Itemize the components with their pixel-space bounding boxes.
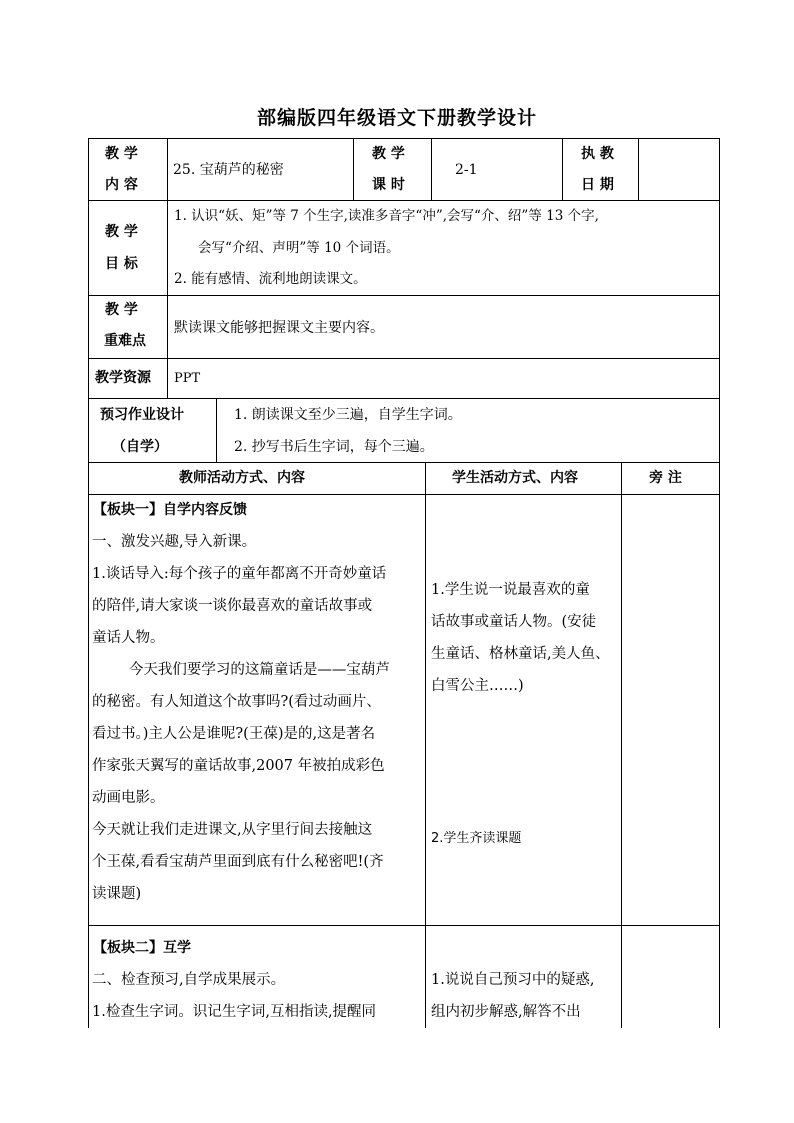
block1-line: 一、激发兴趣,导入新课。 bbox=[92, 534, 257, 550]
goals-label-line2: 目 标 bbox=[105, 256, 138, 272]
block1-line: 的陪伴,请大家谈一谈你最喜欢的童话故事或 bbox=[92, 598, 373, 614]
goal-item-1: 1. 认识“妖、矩”等 7 个生字,读准多音字“冲”,会写“介、绍”等 13 个字, bbox=[174, 208, 599, 224]
date-label-line2: 日 期 bbox=[581, 177, 614, 193]
period-label: 教 学 bbox=[372, 146, 405, 162]
key-points-label-line2: 重难点 bbox=[104, 333, 146, 349]
preview-label-line2: （自学） bbox=[112, 439, 168, 455]
goal-item-2: 2. 能有感情、流利地朗读课文。 bbox=[174, 271, 367, 287]
preview-item-2: 2. 抄写书后生字词，每个三遍。 bbox=[234, 439, 434, 455]
goal-item-1-continued: 会写“介绍、声明”等 10 个词语。 bbox=[198, 240, 400, 256]
block1-heading: 【板块一】自学内容反馈 bbox=[93, 502, 247, 518]
block1-line: 读课题) bbox=[92, 886, 142, 902]
student-column-header: 学生活动方式、内容 bbox=[452, 470, 578, 486]
preview-item-1: 1. 朗读课文至少三遍，自学生字词。 bbox=[234, 407, 462, 423]
block1-student-line: 1.学生说一说最喜欢的童 bbox=[431, 582, 590, 598]
block1-line: 今天就让我们走进课文,从字里行间去接触这 bbox=[92, 822, 373, 838]
resources-value: PPT bbox=[174, 371, 201, 386]
block2-line: 二、检查预习,自学成果展示。 bbox=[92, 972, 286, 988]
resources-label: 教学资源 bbox=[95, 370, 151, 386]
block1-student-item2: 2.学生齐读课题 bbox=[431, 831, 522, 846]
block1-line: 看过书。)主人公是谁呢?(王葆)是的,这是著名 bbox=[92, 726, 376, 742]
teacher-column-header: 教师活动方式、内容 bbox=[179, 470, 305, 486]
lesson-content-value: 25. 宝葫芦的秘密 bbox=[173, 162, 284, 178]
block1-student-line: 白雪公主……) bbox=[431, 678, 524, 694]
block1-line: 个王葆,看看宝葫芦里面到底有什么秘密吧!(齐 bbox=[92, 854, 384, 870]
block1-line: 1.谈话导入:每个孩子的童年都离不开奇妙童话 bbox=[92, 566, 387, 582]
block1-line: 动画电影。 bbox=[92, 790, 165, 806]
block2-heading: 【板块二】互学 bbox=[93, 940, 191, 956]
date-label: 执 教 bbox=[581, 146, 614, 162]
content-label: 教 学 bbox=[105, 146, 138, 162]
block1-line: 今天我们要学习的这篇童话是——宝葫芦 bbox=[92, 662, 390, 678]
block2-student-line: 组内初步解惑,解答不出 bbox=[431, 1004, 581, 1020]
key-points-label: 教 学 bbox=[105, 302, 138, 318]
goals-label: 教 学 bbox=[105, 224, 138, 240]
block1-line: 童话人物。 bbox=[92, 630, 165, 646]
block2-line: 1.检查生字词。识记生字词,互相指读,提醒同 bbox=[92, 1004, 377, 1020]
block1-student-line: 生童话、格林童话,美人鱼、 bbox=[431, 646, 610, 662]
period-label-line2: 课 时 bbox=[372, 177, 405, 193]
notes-column-header: 旁 注 bbox=[649, 470, 682, 486]
content-label-line2: 内 容 bbox=[105, 177, 138, 193]
document-title: 部编版四年级语文下册教学设计 bbox=[256, 107, 537, 129]
block1-line: 的秘密。有人知道这个故事吗?(看过动画片、 bbox=[92, 694, 381, 710]
block2-student-line: 1.说说自己预习中的疑惑, bbox=[431, 972, 595, 988]
period-value: 2-1 bbox=[455, 162, 478, 178]
preview-label: 预习作业设计 bbox=[100, 407, 184, 423]
block1-student-line: 话故事或童话人物。(安徒 bbox=[431, 614, 597, 630]
block1-line: 作家张天翼写的童话故事,2007 年被拍成彩色 bbox=[92, 758, 385, 774]
key-points-value: 默读课文能够把握课文主要内容。 bbox=[174, 320, 384, 336]
